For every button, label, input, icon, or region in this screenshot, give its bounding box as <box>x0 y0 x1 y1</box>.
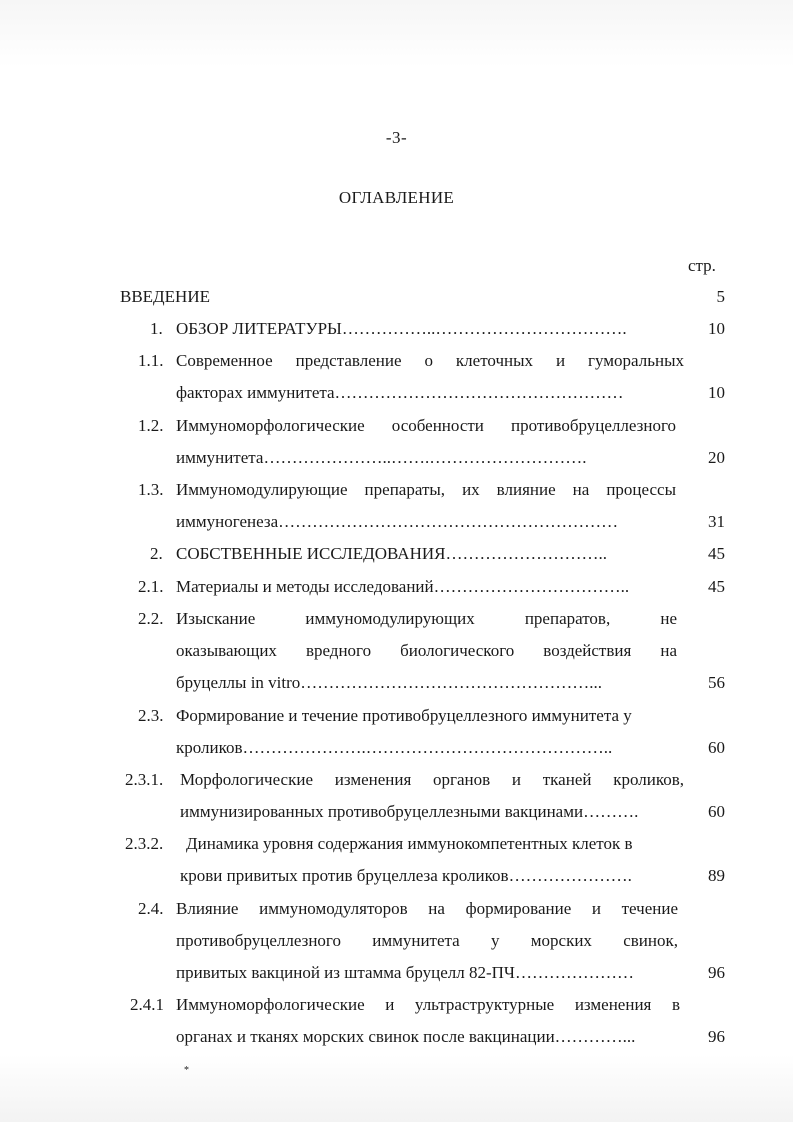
toc-entry-text: ОБЗОР ЛИТЕРАТУРЫ……………..……………………………. <box>176 319 627 338</box>
toc-entry-number: 2.3. <box>138 706 164 725</box>
toc-entry-number: 2.3.2. <box>125 834 164 853</box>
toc-entry-text: Иммуномодулирующие препараты, их влияние на процессы <box>176 480 676 499</box>
toc-entry-page: 56 <box>708 673 725 692</box>
toc-entry-page: 89 <box>708 866 725 885</box>
toc-entry-number: 2.2. <box>138 609 164 628</box>
toc-entry-text: ВВЕДЕНИЕ <box>120 287 210 306</box>
toc-entry-number: 2.4. <box>138 899 164 918</box>
toc-entry-number: 1.1. <box>138 351 164 370</box>
toc-entry-text: Формирование и течение противобруцеллезного иммунитета у <box>176 706 632 725</box>
toc-entry-text: СОБСТВЕННЫЕ ИССЛЕДОВАНИЯ……………………….. <box>176 544 607 563</box>
toc-entry-page: 10 <box>708 319 725 338</box>
toc-entry-text: Динамика уровня содержания иммунокомпетентных клеток в <box>186 834 633 853</box>
toc-entry-number: 1.3. <box>138 480 164 499</box>
toc-entry-text: Материалы и методы исследований…………………………….. <box>176 577 630 596</box>
toc-entry-text: оказывающих вредного биологического воздействия на <box>176 641 677 660</box>
toc-title: ОГЛАВЛЕНИЕ <box>338 188 455 207</box>
toc-entry-text: Морфологические изменения органов и тканей кроликов, <box>180 770 684 789</box>
toc-entry-number: 1. <box>150 319 163 338</box>
toc-entry-text: привитых вакциной из штамма бруцелл 82-ПЧ………………… <box>176 963 634 982</box>
page-number: -3- <box>385 128 408 147</box>
toc-entry-text: Иммуноморфологические и ультраструктурные изменения в <box>176 995 680 1014</box>
toc-entry-page: 96 <box>708 963 725 982</box>
toc-entry-number: 2.4.1 <box>130 995 164 1014</box>
toc-entry-number: 2. <box>150 544 163 563</box>
toc-entry-text: Иммуноморфологические особенности противобруцеллезного <box>176 416 676 435</box>
toc-entry-number: 2.1. <box>138 577 164 596</box>
toc-entry-text: факторах иммунитета…………………………………………… <box>176 383 624 402</box>
toc-entry-text: Изыскание иммуномодулирующих препаратов, не <box>176 609 677 628</box>
toc-entry-text: иммунитета…………………..…….………………………. <box>176 448 587 467</box>
toc-entry-page: 45 <box>708 577 725 596</box>
toc-entry-page: 31 <box>708 512 725 531</box>
toc-entry-number: 1.2. <box>138 416 164 435</box>
toc-entry-text: кроликов………………….…………………………………….. <box>176 738 613 757</box>
toc-entry-text: бруцеллы in vitro……………………………………………... <box>176 673 603 692</box>
toc-entry-page: 5 <box>716 287 725 306</box>
toc-entry-text: иммуногенеза…………………………………………………… <box>176 512 619 531</box>
toc-entry-number: 2.3.1. <box>125 770 164 789</box>
toc-entry-text: противобруцеллезного иммунитета у морских свинок, <box>176 931 678 950</box>
toc-entry-page: 60 <box>708 738 725 757</box>
scan-mark: * <box>184 1065 189 1076</box>
toc-entry-text: органах и тканях морских свинок после вакцинации…………... <box>176 1027 636 1046</box>
toc-entry-text: иммунизированных противобруцеллезными вакцинами………. <box>180 802 639 821</box>
toc-entry-page: 96 <box>708 1027 725 1046</box>
toc-entry-text: Влияние иммуномодуляторов на формирование и течение <box>176 899 678 918</box>
toc-entry-page: 45 <box>708 544 725 563</box>
toc-entry-page: 10 <box>708 383 725 402</box>
toc-entry-page: 60 <box>708 802 725 821</box>
toc-entry-text: крови привитых против бруцеллеза кроликов…………………. <box>180 866 632 885</box>
page-column-label: стр. <box>688 256 716 275</box>
toc-entry-text: Современное представление о клеточных и гуморальных <box>176 351 684 370</box>
toc-entry-page: 20 <box>708 448 725 467</box>
